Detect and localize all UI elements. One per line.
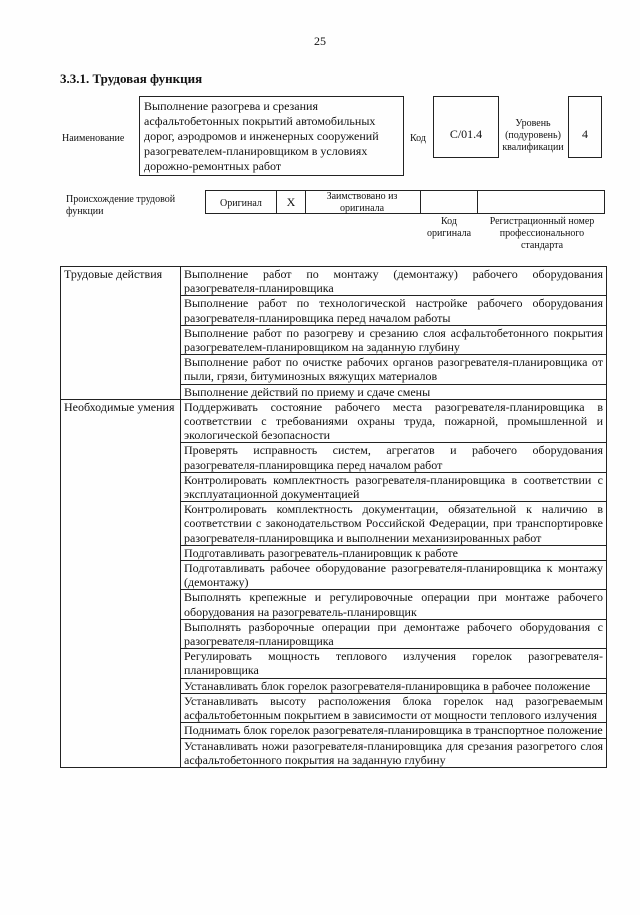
row-category-continuation: [61, 738, 181, 767]
row-item: Выполнение работ по технологической настройке рабочего оборудования разогревателя-планировщика перед началом работы: [181, 296, 607, 325]
row-item: Выполнять разборочные операции при демонтаже рабочего оборудования с разогревателя-планировщика: [181, 619, 607, 648]
row-item: Устанавливать ножи разогревателя-планировщика для срезания разогретого слоя асфальтобетонного покрытия на заданную глубину: [181, 738, 607, 767]
row-item: Устанавливать высоту расположения блока горелок над разогреваемым асфальтобетонным покрытием в зависимости от мощности теплового излучения: [181, 693, 607, 722]
row-item: Подготавливать рабочее оборудование разогревателя-планировщика к монтажу (демонтажу): [181, 561, 607, 590]
table-row: [61, 472, 607, 501]
row-category-continuation: [61, 693, 181, 722]
section-title: 3.3.1. Трудовая функция: [60, 71, 203, 86]
row-category-continuation: [61, 590, 181, 619]
row-item: Контролировать комплектность разогревателя-планировщика в соответствии с эксплуатационной документацией: [181, 472, 607, 501]
row-item: Подготавливать разогреватель-планировщик к работе: [181, 545, 607, 560]
name-label: Наименование: [62, 133, 125, 144]
original-mark: X: [286, 195, 296, 209]
table-row: [61, 738, 607, 767]
table-row: [61, 325, 607, 354]
row-category-continuation: [61, 325, 181, 354]
level-value: 4: [582, 127, 588, 141]
row-item: Контролировать комплектность документации, обязательной к наличию в соответствии с законодательством Российской Федерации, при транспортировке разогревателя-планировщика и выполнении механизированных работ: [181, 502, 607, 546]
row-category-continuation: [61, 296, 181, 325]
page-number: 25: [314, 34, 326, 48]
table-row: [61, 355, 607, 384]
function-name: Выполнение разогрева и срезания асфальтобетонных покрытий автомобильных дорог, аэродромов и инженерных сооружений разогревателем-планировщиком в условиях дорожно-ремонтных работ: [144, 99, 379, 173]
table-row: [61, 723, 607, 738]
row-category-continuation: [61, 472, 181, 501]
table-row: [61, 502, 607, 546]
row-item: Устанавливать блок горелок разогревателя-планировщика в рабочее положение: [181, 678, 607, 693]
code-box: [433, 96, 499, 158]
row-category-continuation: [61, 443, 181, 472]
row-item: Проверять исправность систем, агрегатов и рабочего оборудования разогревателя-планировщика перед началом работ: [181, 443, 607, 472]
row-item: Поддерживать состояние рабочего места разогревателя-планировщика в соответствии с требованиями охраны труда, пожарной, промышленной и экологической безопасности: [181, 399, 607, 443]
reg-number-label: Регистрационный номер профессионального стандарта: [489, 216, 595, 251]
function-name-box: [139, 96, 404, 176]
row-category-continuation: [61, 619, 181, 648]
table-row: [61, 561, 607, 590]
row-category-continuation: [61, 502, 181, 546]
row-category-continuation: [61, 384, 181, 399]
table-row: [61, 545, 607, 560]
row-category-continuation: [61, 355, 181, 384]
row-item: Регулировать мощность теплового излучения горелок разогревателя-планировщика: [181, 649, 607, 678]
row-category-continuation: [61, 545, 181, 560]
row-item: Выполнение работ по монтажу (демонтажу) рабочего оборудования разогревателя-планировщика: [181, 267, 607, 296]
table-row: [61, 678, 607, 693]
row-category: Трудовые действия: [61, 267, 181, 296]
table-row: [61, 267, 607, 296]
code-original-cell: [420, 190, 478, 214]
row-item: Выполнение работ по разогреву и срезанию слоя асфальтобетонного покрытия разогревателем-планировщиком на заданную глубину: [181, 325, 607, 354]
table-row: [61, 296, 607, 325]
table-row: [61, 649, 607, 678]
row-item: Выполнять крепежные и регулировочные операции при монтаже рабочего оборудования на разогреватель-планировщик: [181, 590, 607, 619]
row-item: Поднимать блок горелок разогревателя-планировщика в транспортное положение: [181, 723, 607, 738]
origin-label: Происхождение трудовой функции: [66, 194, 176, 217]
row-category-continuation: [61, 561, 181, 590]
table-row: [61, 443, 607, 472]
row-category: Необходимые умения: [61, 399, 181, 443]
table-row: [61, 384, 607, 399]
row-category-continuation: [61, 649, 181, 678]
table-row: [61, 619, 607, 648]
level-box: [568, 96, 602, 158]
level-label: Уровень (подуровень) квалификации: [502, 118, 564, 153]
borrowed-label: Заимствовано из оригинала: [326, 191, 398, 214]
code-original-label: Код оригинала: [426, 216, 472, 239]
row-category-continuation: [61, 723, 181, 738]
original-label: Оригинал: [220, 198, 262, 209]
row-item: Выполнение работ по очистке рабочих органов разогревателя-планировщика от пыли, грязи, битуминозных вяжущих материалов: [181, 355, 607, 384]
row-category-continuation: [61, 678, 181, 693]
row-item: Выполнение действий по приему и сдаче смены: [181, 384, 607, 399]
table-row: [61, 590, 607, 619]
table-row: [61, 399, 607, 443]
table-row: [61, 693, 607, 722]
code-label: Код: [410, 133, 426, 144]
competency-table: [60, 266, 607, 768]
code-value: C/01.4: [449, 127, 483, 141]
